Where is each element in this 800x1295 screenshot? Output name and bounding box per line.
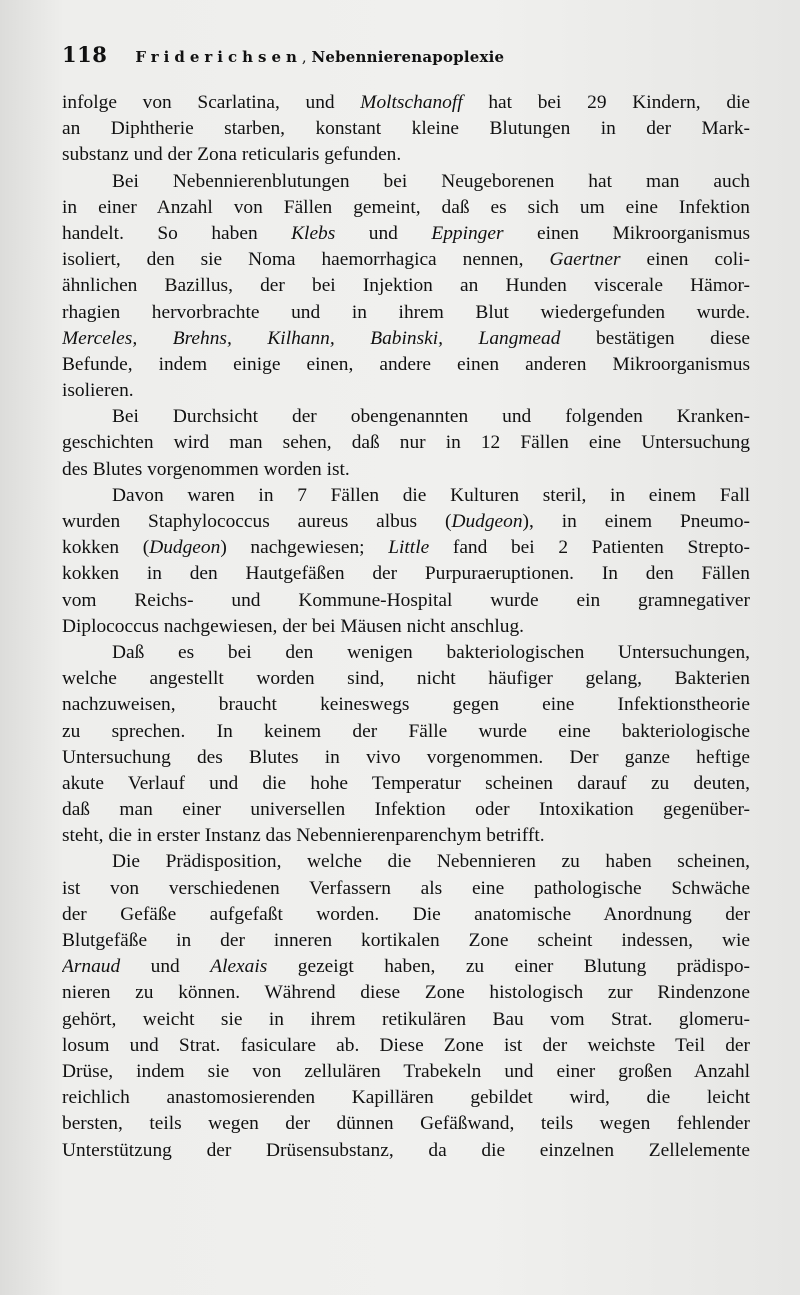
text-segment: in einer Anzahl von Fällen gemeint, daß es sich um eine Infektion — [62, 196, 750, 218]
text-line — [62, 352, 750, 378]
text-segment: handelt. So haben — [62, 222, 292, 244]
text-segment: Die Prädisposition, welche die Nebennieren zu haben scheinen, — [112, 851, 750, 873]
text-line — [62, 509, 750, 535]
text-line — [62, 1033, 750, 1059]
text-segment: welche angestellt worden sind, nicht häufiger gelang, Bakterien — [62, 668, 750, 690]
body-text — [62, 90, 750, 1164]
italic-name: Arnaud — [62, 956, 121, 978]
text-segment: kokken in den Hautgefäßen der Purpuraeruptionen. In den Fällen — [62, 563, 750, 585]
text-segment: isolieren. — [62, 380, 134, 402]
text-line — [62, 823, 750, 849]
text-line — [62, 195, 750, 221]
text-segment: und — [335, 222, 432, 244]
text-segment: fand bei 2 Patienten Strepto- — [429, 537, 750, 559]
text-segment: isoliert, den sie Noma haemorrhagica nennen, — [62, 249, 550, 271]
text-segment: geschichten wird man sehen, daß nur in 12 Fällen eine Untersuchung — [62, 432, 750, 454]
italic-name: Moltschanoff — [360, 92, 463, 113]
italic-name: Klebs — [291, 222, 336, 244]
text-segment: Diplococcus nachgewiesen, der bei Mäusen nicht anschlug. — [62, 615, 524, 637]
text-segment: und — [120, 956, 211, 978]
text-segment: kokken ( — [62, 537, 150, 559]
text-line — [62, 1085, 750, 1111]
text-segment: Bei Nebennierenblutungen bei Neugeborenen hat man auch — [112, 170, 750, 192]
text-segment: des Blutes vorgenommen worden ist. — [62, 458, 350, 480]
text-segment: reichlich anastomosierenden Kapillären gebildet wird, die leicht — [62, 1087, 750, 1109]
text-line — [62, 535, 750, 561]
text-line — [62, 692, 750, 718]
text-segment: ), in einem Pneumo- — [522, 511, 750, 532]
text-line — [62, 169, 750, 195]
text-segment: daß man einer universellen Infektion oder Intoxikation gegenüber- — [62, 799, 750, 821]
text-line — [62, 483, 750, 509]
text-segment: einen coli- — [620, 249, 750, 271]
text-segment: einen Mikroorganismus — [503, 222, 750, 244]
text-segment: hat bei 29 Kindern, die — [462, 92, 750, 113]
text-line — [62, 1138, 750, 1164]
text-line — [62, 273, 750, 299]
italic-name: Little — [388, 537, 430, 559]
text-line — [62, 430, 750, 456]
text-line — [62, 666, 750, 692]
text-line — [62, 378, 750, 404]
text-segment: ist von verschiedenen Verfassern als eine pathologische Schwäche — [62, 877, 750, 899]
text-segment: vom Reichs- und Kommune-Hospital wurde ein gramnegativer — [62, 589, 750, 611]
text-line — [62, 876, 750, 902]
italic-name: Dudgeon — [149, 537, 221, 559]
page-number: 118 — [62, 42, 108, 67]
text-segment: wurden Staphylococcus aureus albus ( — [62, 511, 452, 532]
text-segment: ähnlichen Bazillus, der bei Injektion an Hunden viscerale Hämor- — [62, 275, 750, 297]
text-line — [62, 797, 750, 823]
running-head-title: Nebennierenapoplexie — [311, 48, 505, 66]
text-line — [62, 1059, 750, 1085]
text-segment: Drüse, indem sie von zellulären Trabekeln und einer großen Anzahl — [62, 1060, 750, 1082]
text-segment: der Gefäße aufgefaßt worden. Die anatomische Anordnung der — [62, 903, 750, 925]
text-segment: infolge von Scarlatina, und — [62, 92, 361, 113]
italic-name: Alexais — [210, 956, 268, 978]
text-segment: nieren zu können. Während diese Zone histologisch zur Rindenzone — [62, 982, 750, 1004]
text-line — [62, 142, 750, 168]
text-segment: gehört, weicht sie in ihrem retikulären Bau vom Strat. glomeru- — [62, 1008, 750, 1030]
text-segment: gezeigt haben, zu einer Blutung prädispo- — [267, 956, 750, 978]
text-line — [62, 326, 750, 352]
text-segment: Befunde, indem einige einen, andere einen anderen Mikroorganismus — [62, 353, 750, 375]
text-line — [62, 300, 750, 326]
text-line — [62, 640, 750, 666]
text-line — [62, 90, 750, 116]
text-segment: an Diphtherie starben, konstant kleine Blutungen in der Mark- — [62, 118, 750, 140]
text-segment: Bei Durchsicht der obengenannten und folgenden Kranken- — [112, 406, 750, 428]
text-line — [62, 221, 750, 247]
text-line — [62, 771, 750, 797]
text-line — [62, 980, 750, 1006]
text-segment: akute Verlauf und die hohe Temperatur scheinen darauf zu deuten, — [62, 772, 750, 794]
text-line — [62, 457, 750, 483]
text-line — [62, 928, 750, 954]
italic-name: Merceles, Brehns, Kilhann, Babinski, Langmead — [62, 327, 561, 349]
text-segment: bestätigen diese — [560, 327, 750, 349]
text-segment: Daß es bei den wenigen bakteriologischen Untersuchungen, — [112, 641, 750, 663]
text-segment: nachzuweisen, braucht keineswegs gegen eine Infektionstheorie — [62, 694, 750, 716]
text-line — [62, 588, 750, 614]
italic-name: Eppinger — [431, 222, 504, 244]
text-line — [62, 849, 750, 875]
text-segment: steht, die in erster Instanz das Nebennierenparenchym betrifft. — [62, 825, 545, 847]
text-segment: ) nachgewiesen; — [220, 537, 389, 559]
running-head-author: Friderichsen — [135, 48, 302, 66]
text-segment: losum und Strat. fasiculare ab. Diese Zone ist der weichste Teil der — [62, 1034, 750, 1056]
text-segment: zu sprechen. In keinem der Fälle wurde eine bakteriologische — [62, 720, 750, 742]
text-segment: Davon waren in 7 Fällen die Kulturen steril, in einem Fall — [112, 484, 750, 506]
text-line — [62, 404, 750, 430]
italic-name: Dudgeon — [451, 511, 523, 532]
text-line — [62, 954, 750, 980]
text-line — [62, 614, 750, 640]
text-segment: Blutgefäße in der inneren kortikalen Zone scheint indessen, wie — [62, 930, 750, 951]
italic-name: Gaertner — [549, 249, 621, 271]
text-segment: bersten, teils wegen der dünnen Gefäßwand, teils wegen fehlender — [62, 1113, 750, 1135]
text-line — [62, 719, 750, 745]
text-segment: Untersuchung des Blutes in vivo vorgenommen. Der ganze heftige — [62, 746, 750, 768]
running-head — [135, 48, 504, 66]
running-head-separator: , — [301, 48, 312, 66]
text-line — [62, 116, 750, 142]
text-line — [62, 561, 750, 587]
text-line — [62, 1111, 750, 1137]
text-segment: substanz und der Zona reticularis gefunden. — [62, 144, 402, 166]
text-line — [62, 247, 750, 273]
running-header — [62, 42, 742, 72]
text-segment: rhagien hervorbrachte und in ihrem Blut wiedergefunden wurde. — [62, 301, 750, 323]
text-line — [62, 902, 750, 928]
text-segment: Unterstützung der Drüsensubstanz, da die einzelnen Zellelemente — [62, 1139, 750, 1161]
text-line — [62, 1007, 750, 1033]
text-line — [62, 745, 750, 771]
